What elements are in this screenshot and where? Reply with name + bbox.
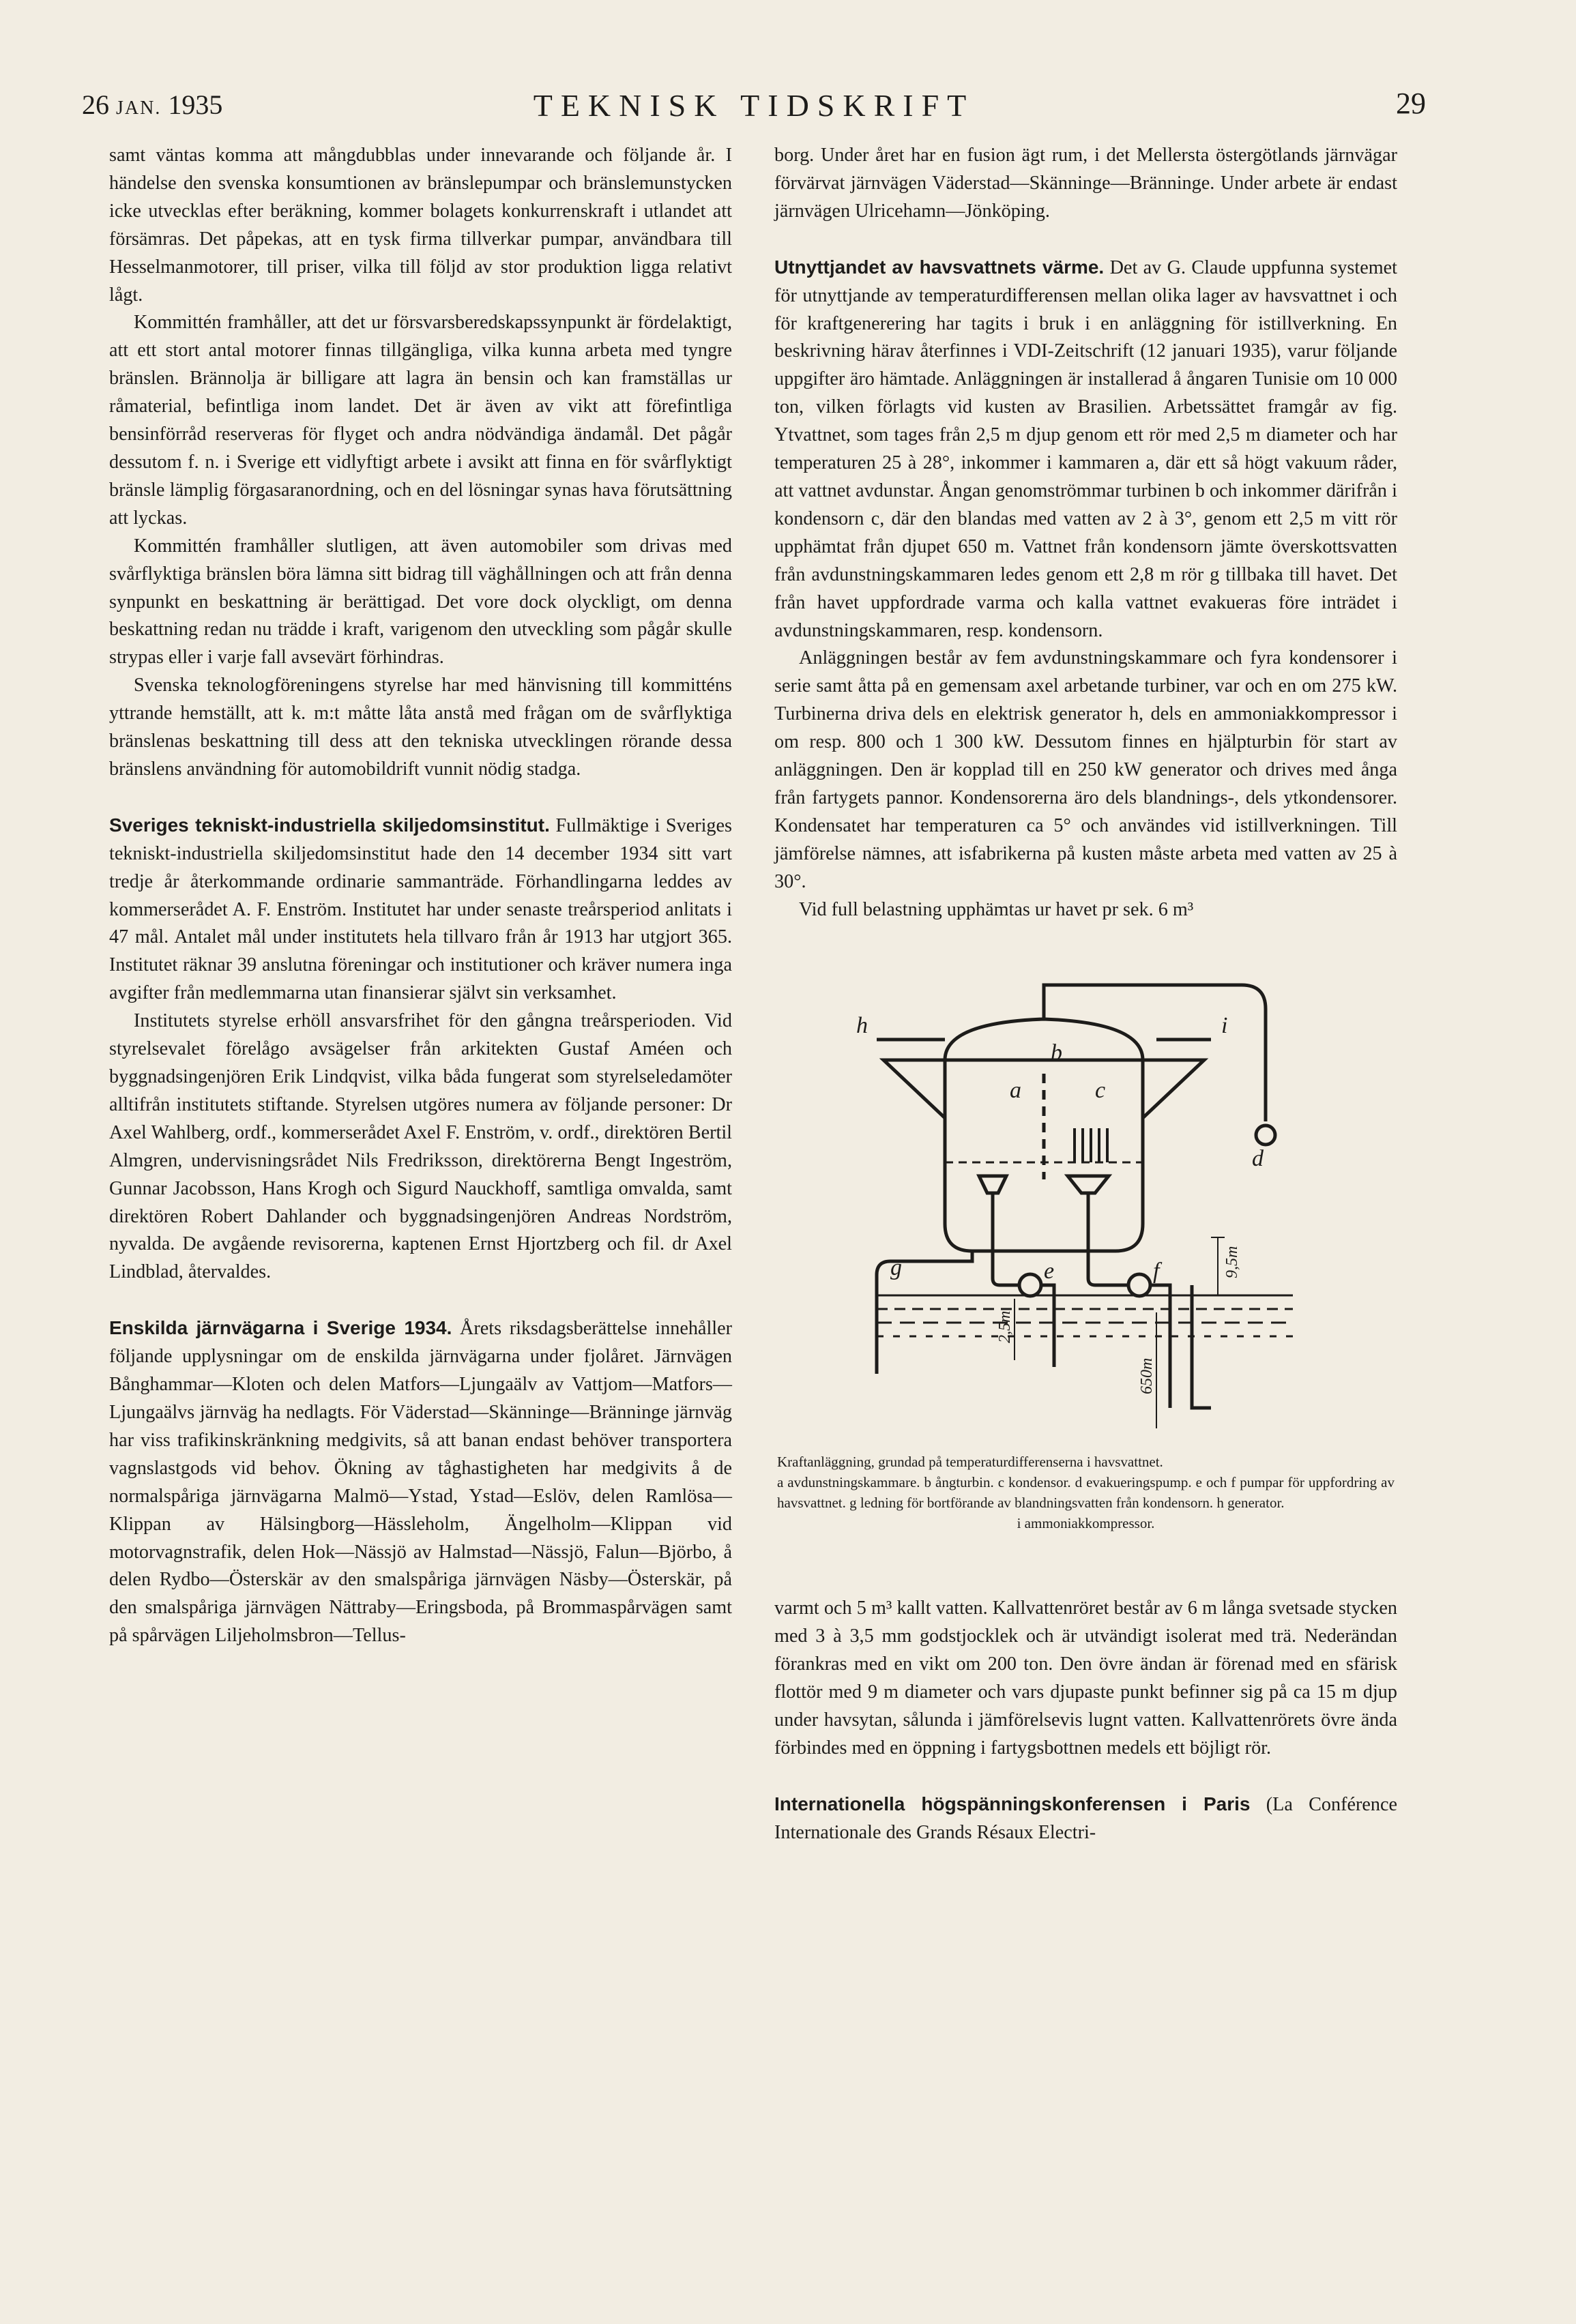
label-i: i: [1221, 1013, 1228, 1039]
paragraph: Anläggningen består av fem avdunstningskammare och fyra kondensorer i serie samt åtta på en gemensam axel arbetande turbiner, var och en om 275 kW. Turbinerna driva dels en elektrisk generator h, dels en ammoniakkompressor i om resp. 800 och 1 300 kW. Dessutom finnes en hjälpturbin för start av anläggningen. Den är kopplad till en 250 kW generator och drives med ånga från fartygets pannor. Kondensorerna äro dels blandnings-, dels ytkondensorer. Kondensatet har temperaturen ca 5° och användes vid istillverkningen. Till jämförelse nämnes, att isfabrikerna på kusten måste arbeta med vatten av 25 à 30°.: [774, 647, 1397, 892]
label-c: c: [1095, 1078, 1106, 1104]
label-h: h: [856, 1013, 868, 1039]
dim-650m: 650m: [1138, 1358, 1156, 1395]
section-heading: Utnyttjandet av havsvattnets värme.: [774, 256, 1105, 278]
label-e: e: [1044, 1259, 1055, 1284]
paragraph-text: Årets riksdagsberättelse innehåller följande upplysningar om de enskilda järnvägarna under fjolåret. Järnvägen Bånghammar—Kloten och delen Matfors—Ljungaälv av Vattjom—Matfors—Ljungaälvs järnväg ha nedlagts. För Väderstad—Skänninge—Bränninge järnväg har viss trafikinskränkning medgivits, så att banan endast behöver transportera vagnslastgods vid behov. Ökning av tåghastigheten har medgivits å de normalspåriga järnvägarna Malmö—Ystad, Ystad—Eslöv, delen Ramlösa—Klippan av Hälsingborg—Hässleholm, Ängelholm—Klippan vid motorvagnstrafik, delen Hok—Nässjö av Halmstad—Nässjö, Falun—Björbo, å delen Rydbo—Österskär av den smalspåriga järnvägen Näsby—Österskär, på den smalspåriga järnvägen Nättraby—Eringsboda, på Brommaspårvägen samt på spårvägen Liljeholmsbron—Tellus-: [109, 1318, 733, 1647]
section-skiljedomsinstitut: [109, 812, 732, 1007]
section-havsvattnets-varme: [774, 254, 1397, 645]
pump-f: [1128, 1274, 1150, 1296]
paragraph: Svenska teknologföreningens styrelse har med hänvisning till kommitténs yttrande hemställt, att k. m:t måtte låta anstå med frågan om de svårflyktiga bränslenas beskattning till dess att den tekniska utvecklingen rörande dessa bränslens användning för automobildrift vunnit nödig stadga.: [109, 675, 732, 780]
paragraph: Vid full belastning upphämtas ur havet pr sek. 6 m³: [799, 898, 1194, 920]
page-number: 29: [1396, 87, 1426, 120]
paragraph: varmt och 5 m³ kallt vatten. Kallvattenröret består av 6 m långa svetsade stycken med 3 à 3,5 mm godstjocklek och är utvändigt isolerat med trä. Nederändan förankras med en vikt om 200 ton. Den övre ändan är förenad med en sfärisk flottör med 9 m diameter och vars djupaste punkt befinner sig på ca 15 m djup under havsytan, sålunda i jämförelsevis lugnt vatten. Kallvattenrörets övre ända förbindes med en öppning i fartygsbottnen medels ett böjligt rör.: [774, 1598, 1397, 1759]
paragraph: borg. Under året har en fusion ägt rum, i det Mellersta östergötlands järnvägar förvärvat järnvägen Väderstad—Skänninge—Bränninge. Under arbete är endast järnvägen Ulricehamn—Jönköping.: [774, 145, 1397, 222]
date-day: 26: [82, 89, 109, 120]
paragraph-text: Fullmäktige i Sveriges tekniskt-industriella skiljedomsinstitut hade den 14 december 1934 sitt vart tredje år återkommande ordinarie sammanträde. Förhandlingarna leddes av kommerserådet A. F. Enström. Institutet har under senaste treårsperiod anlitats i 47 mål. Antalet mål under institutets hela tillvaro från år 1913 har utgjort 365. Institutet räknar 39 anslutna föreningar och institutioner och kräver numera inga avgifter från medlemmarna utan finansierar självt sin verksamhet.: [109, 814, 733, 1004]
paragraph: Kommittén framhåller, att det ur försvarsberedskapssynpunkt är fördelaktigt, att ett stort antal motorer finnas tillgängliga, vilka kunna arbeta med tyngre bränslen. Brännolja är billigare att lagra än bensin och kan framställas ur råmaterial, befintliga inom landet. Det är även av vikt att förefintliga bensinförråd reserveras för flyget och andra nödvändiga ändamål. Det pågår dessutom f. n. i Sverige ett vidlyftigt arbete i avsikt att finna en för svårflyktigt bränsle lämplig förgasaranordning, och en del lösningar synas hava förutsättning att lyckas.: [109, 312, 732, 529]
label-b: b: [1051, 1040, 1062, 1066]
power-plant-diagram: [774, 958, 1397, 1435]
caption-line: Kraftanläggning, grundad på temperaturdifferenserna i havsvattnet.: [777, 1454, 1163, 1471]
dome: [945, 1019, 1143, 1060]
date-month: JAN.: [116, 98, 162, 119]
section-hogspanningskonferensen: [774, 1791, 1397, 1847]
section-heading: Internationella högspänningskonferensen i Paris: [774, 1793, 1251, 1814]
pipe-top: [1044, 985, 1266, 1121]
section-enskilda-jarnvagarna: [109, 1314, 732, 1650]
label-a: a: [1010, 1078, 1021, 1104]
paragraph-text: Det av G. Claude uppfunna systemet för utnyttjande av temperaturdifferensen mellan olika lager av havsvattnet i och för kraftgenerering har tagits i bruk i en anläggning för istillverkning. En beskrivning härav återfinnes i VDI-Zeitschrift (12 januari 1935), varur följande uppgifter äro hämtade. Anläggningen är installerad å ångaren Tunisie om 10 000 ton, vilken förlagts vid kusten av Brasilien. Arbetssättet framgår av fig. Ytvattnet, som tages från 2,5 m djup genom ett rör med 2,5 m diameter och har temperaturen 25 à 28°, inkommer i kammaren a, där ett så högt vakuum råder, att vattnet avdunstar. Ångan genomströmmar turbinen b och inkommer därifrån i kondensorn c, där den blandas med vatten av 2 à 3°, genom ett 2,5 m vitt rör upphämtat från djupet 650 m. Vattnet från kondensorn jämte överskottsvatten från avdunstningskammaren ledes genom ett 2,8 m rör g tillbaka till havet. Det från havet uppfordrade varma och kalla vattnet evakueras före inträdet i avdunstningskammaren, resp. kondensorn.: [774, 256, 1398, 641]
caption-line: i ammoniakkompressor.: [1017, 1515, 1155, 1532]
paragraph-text: (La Conférence Internationale des Grands Résaux Electri-: [774, 1793, 1397, 1843]
section-heading: Enskilda järnvägarna i Sverige 1934.: [109, 1317, 452, 1339]
right-tray: [1143, 1060, 1204, 1118]
figure-power-plant: [774, 958, 1397, 1533]
paragraph: samt väntas komma att mångdubblas under innevarande och följande år. I händelse den svenska konsumtionen av bränslepumpar och bränslemunstycken icke utvecklas efter beräkning, kommer bolagets konkurrenskraft i utlandet att försämras. Det påpekas, att en tysk firma tillverkar pumpar, användbara till Hesselmanmotorer, till priser, vilka till följd av stor produktion ligga relativt lågt.: [109, 145, 732, 306]
left-tray: [884, 1060, 945, 1118]
caption-line: a avdunstningskammare. b ångturbin. c kondensor. d evakueringspump. e och f pumpar för uppfordring av havsvattnet. g ledning för bortförande av blandningsvatten från kondensorn. h generator.: [777, 1474, 1395, 1512]
date-year: 1935: [168, 89, 223, 120]
left-column: [109, 142, 732, 1650]
paragraph: Institutets styrelse erhöll ansvarsfrihet för den gångna treårsperioden. Vid styrelsevalet förelågo avsägelser från arkitekten Gustaf Améen och byggnadsingenjören Erik Lindqvist, vilka båda fungerat som styrelseledamöter alltifrån institutets stiftande. Styrelsen utgöres numera av följande personer: Dr Axel Wahlberg, ordf., kommerserådet Axel F. Enström, v. ordf., direktören Bertil Almgren, undervisningsrådet Nils Fredriksson, direktörerna Bengt Ingeström, Gunnar Jacobsson, Hans Krogh och Sigurd Nauckhoff, samtliga omvalda, samt direktören Robert Dahlander och byggnadsingenjören Andreas Nordström, nyvalda. De avgående revisorerna, kaptenen Ernst Hjortzberg och fil. dr Axel Lindblad, återvaldes.: [109, 1010, 732, 1283]
journal-title: TEKNISK TIDSKRIFT: [533, 88, 975, 123]
pump-d: [1256, 1126, 1275, 1145]
nozzle-left: [979, 1176, 1006, 1193]
label-d: d: [1252, 1146, 1264, 1172]
figure-caption: [774, 1452, 1397, 1533]
right-column: [774, 142, 1397, 1847]
label-g: g: [890, 1255, 902, 1281]
paragraph: Kommittén framhåller slutligen, att även automobiler som drivas med svårflyktiga bränslen böra lämna sitt bidrag till väghållningen och att från denna synpunkt en beskattning är berättigad. Det vore dock olyckligt, om denna beskattning redan nu trädde i kraft, varigenom den utveckling som pågår skulle strypas eller i varje fall avsevärt förhindras.: [109, 535, 732, 668]
dim-9-5m: 9,5m: [1223, 1246, 1241, 1279]
dim-2-5m: 2,5m: [996, 1311, 1014, 1344]
pump-e: [1019, 1274, 1041, 1296]
page-header: [82, 80, 1426, 128]
nozzle-right: [1068, 1176, 1109, 1193]
label-f: f: [1153, 1259, 1160, 1284]
section-heading: Sveriges tekniskt-industriella skiljedomsinstitut.: [109, 814, 550, 836]
